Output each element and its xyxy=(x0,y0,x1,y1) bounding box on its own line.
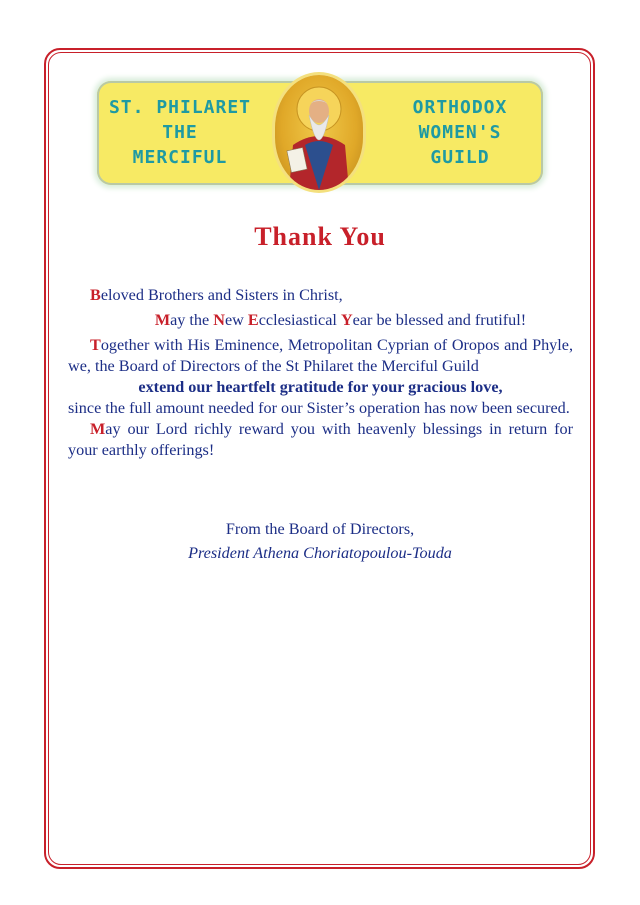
banner-right-text xyxy=(385,95,535,170)
page-title: Thank You xyxy=(254,222,386,251)
paragraph-text: ogether with His Eminence, Metropolitan Cyprian of Oropos and Phyle, we, the Board of Directors of the St Philaret the Merciful Guild xyxy=(68,336,573,375)
wish-text: ear be blessed and frutiful! xyxy=(352,311,527,329)
letter-body xyxy=(68,285,573,461)
wish-text: cclesiastical xyxy=(258,311,341,329)
drop-letter: Y xyxy=(340,311,353,329)
paragraph-secured: since the full amount needed for our Sister’s operation has now been secured. xyxy=(68,399,570,417)
banner-right-line: ORTHODOX xyxy=(412,97,508,118)
wish-text: ew xyxy=(224,311,248,329)
paragraph-gratitude xyxy=(68,335,573,377)
banner-left-text xyxy=(105,95,255,170)
greeting-text: eloved Brothers and Sisters in Christ, xyxy=(100,286,343,304)
saint-icon xyxy=(275,75,363,190)
banner-right-line: WOMEN'S xyxy=(418,122,502,143)
drop-letter: N xyxy=(213,311,225,329)
signature-president: President Athena Choriatopoulou-Touda xyxy=(188,544,452,562)
signature-block xyxy=(0,517,640,565)
paragraph-blessing xyxy=(68,419,573,461)
drop-letter: B xyxy=(90,286,101,304)
drop-letter: E xyxy=(247,311,259,329)
signature-board: From the Board of Directors, xyxy=(225,520,415,538)
banner-left-line: THE xyxy=(162,122,198,143)
banner-left-line: ST. PHILARET xyxy=(108,97,252,118)
banner-left-line: MERCIFUL xyxy=(132,147,228,168)
drop-letter: T xyxy=(90,336,101,354)
wish-text: ay the xyxy=(170,311,214,329)
drop-letter: M xyxy=(90,420,106,438)
new-year-wish xyxy=(68,310,573,331)
drop-letter: M xyxy=(154,311,171,329)
paragraph-text: ay our Lord richly reward you with heavenly blessings in return for your earthly offerings! xyxy=(68,420,573,459)
gratitude-highlight: extend our heartfelt gratitude for your gracious love, xyxy=(138,378,503,396)
banner-right-line: GUILD xyxy=(430,147,490,168)
greeting xyxy=(68,285,573,306)
guild-banner xyxy=(97,75,543,190)
